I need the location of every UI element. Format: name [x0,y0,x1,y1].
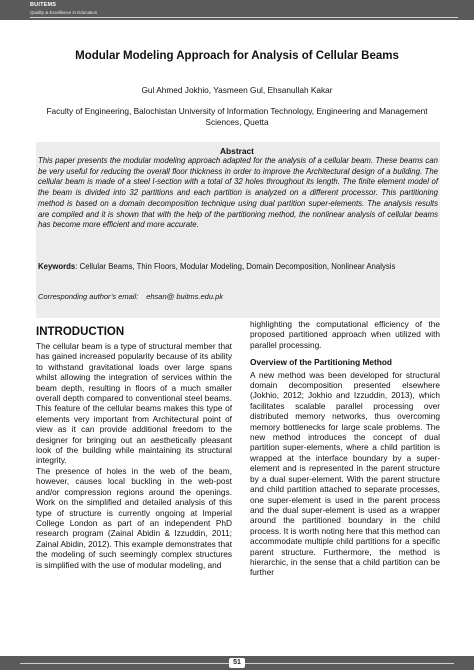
paper-authors: Gul Ahmed Jokhio, Yasmeen Gul, Ehsanullah Kakar [141,85,333,95]
corresponding-author [38,292,438,301]
right-column [250,319,440,578]
corresponding-label: Corresponding author’s email: [38,292,139,301]
partitioning-heading: Overview of the Partitioning Method [250,357,392,368]
header-rule [30,17,458,18]
paper-affiliation: Faculty of Engineering, Balochistan University of Information Technology, Engineering and Management Sciences, Quetta [46,106,428,127]
partitioning-paragraph: A new method was been developed for structural domain decomposition presented elsewhere (Jokhio, 2012; Jokhio and Izzuddin, 2013), which facilitates scalable parallel processing over distributed memory networks, thus overcoming memory bottlenecks for large scale problems. The new method introduces the concept of dual partition super-elements, where a child partition is wrapped at the interface boundary by a super-element and is represented in the parent structure by a dual super-element. With the parent structure and child partition attached to separate processes, one super-element is used in the parent process and the dual super-element is used as a wrapper around the partitioned boundary in the child process. It is worth noting here that this method can accommodate multiple child partitions for a specific parent structure. Furthermore, the method is hierarchic, in the sense that a child partition can be further [250,369,441,578]
left-column [36,341,232,570]
abstract-text: This paper presents the modular modeling approach adapted for the analysis of a cellular beam. These beams can be very useful for reducing the overall floor thickness in order to improve the Architectural design of a building. The cellular beam is made of a steel I-section with a total of 32 holes throughout its length. The finite element model of the beam is divided into 32 partitions and each partition is analyzed on a different processor. This partitioning method is based on a domain decomposition technique using dual partition super-elements. The analysis results are compiled and it is shown that with the help of the partitioning method, the nonlinear analysis of cellular beams has become more efficient and more accurate. [38,156,438,230]
corresponding-email: ehsan@ buitms.edu.pk [146,292,224,301]
journal-name: BUITEMS [30,2,57,8]
intro-paragraph: The presence of holes in the web of the beam, however, causes local buckling in the web-post and/or compression regions around the openings. Work on the simplified and detailed analysis of this type of structure is currently ongoing at Imperial College London as part of an independent PhD research program (Zainal Abidin & Izzuddin, 2011; Zainal Abidin, 2012). This example demonstrates that the modeling of such seemingly complex structures is simplified with the use of modular modeling, and [36,465,232,570]
keywords-text: : Cellular Beams, Thin Floors, Modular Modeling, Domain Decomposition, Nonlinear Analysis [75,262,396,271]
intro-paragraph: The cellular beam is a type of structural member that has gained increased popularity because of its ability to withstand gravitational loads over large spans whilst allowing the integration of services within the beam depth, resulting in floors of a much smaller overall depth compared to conventional steel beams. This feature of the cellular beams makes this type of elements very important from Architectural point of view as it can provide additional freedom to the designer for bringing out an aesthetically pleasant look of the building while maintaining its structural integrity. [36,341,232,466]
journal-header-bar [0,0,474,20]
keywords-label: Keywords [38,262,76,271]
keywords [38,262,438,272]
paper-title: Modular Modeling Approach for Analysis of Cellular Beams [75,50,399,62]
introduction-heading: INTRODUCTION [36,326,125,338]
page-footer [0,656,474,670]
journal-tagline: Quality & Excellence in Education [30,10,98,15]
intro-continuation: highlighting the computational efficiency of the proposed partitioned approach when utilized with parallel processing. [250,319,440,350]
page-number: 51 [229,658,245,668]
abstract-heading: Abstract [220,146,254,156]
